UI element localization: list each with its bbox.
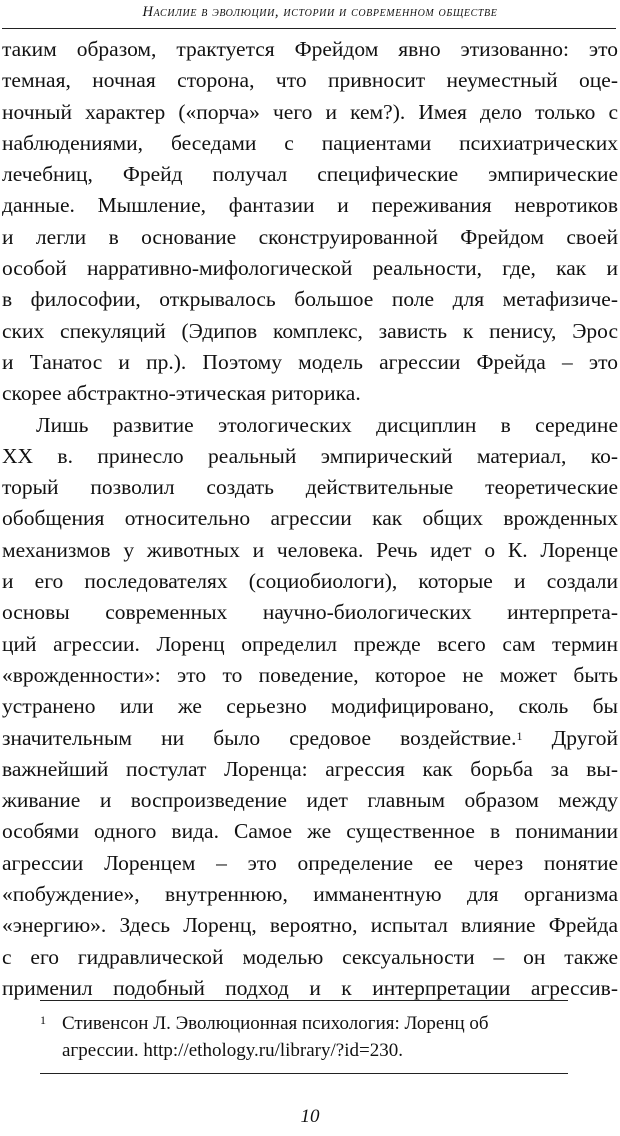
text-line: XX в. принесло реальный эмпирический материал, ко- [2,443,618,468]
text-line: с его гидравлической моделью сексуальности – он также [2,944,618,969]
text-line: таким образом, трактуется Фрейдом явно этизованно: это [2,37,618,61]
text-line: и Танатос и пр.). Поэтому модель агрессии Фрейда – это [2,349,618,374]
text-line: «врожденности»: это то поведение, которое не может быть [2,662,618,687]
footnote [40,1010,570,1064]
main-text [2,34,618,1004]
text-line: применил подобный подход и к интерпретации агрессив- [2,975,618,1000]
note-line-start: значительным ни было средовое воздействие. [2,725,517,750]
text-line-with-note [2,723,618,754]
text-line: обобщения относительно агрессии как общих врожденных [2,506,618,531]
text-line: и легли в основание сконструированной Фрейдом своей [2,224,618,249]
paragraph-2 [2,410,618,1005]
text-line: ских спекуляций (Эдипов комплекс, зависть к пенису, Эрос [2,318,618,343]
footnote-line[interactable]: агрессии. http://ethology.ru/library/?id=230. [62,1040,403,1061]
text-line: торый позволил создать действительные теоретические [2,475,618,500]
text-line: скорее абстрактно-этическая риторика. [2,381,361,406]
text-line: живание и воспроизведение идет главным образом между [2,788,618,813]
text-line: темная, ночная сторона, что привносит неуместный оце- [2,68,618,93]
footnote-rule-top [40,1000,568,1001]
text-line: Лишь развитие этологических дисциплин в середине [36,412,618,437]
text-line: особями одного вида. Самое же существенное в понимании [2,819,618,844]
running-head: Насилие в эволюции, истории и современном обществе [142,4,498,20]
footnote-rule-bottom [40,1073,568,1074]
footnote-reference[interactable]: 1 [516,728,523,743]
text-line: лечебниц, Фрейд получал специфические эмпирические [2,162,618,187]
text-line: ночный характер («порча» чего и кем?). Имея дело только с [2,99,618,124]
text-line: основы современных научно-биологических интерпрета- [2,600,618,625]
text-line: устранено или же серьезно модифицировано, сколь бы [2,694,618,719]
text-line: важнейший постулат Лоренца: агрессия как борьба за вы- [2,756,618,781]
footnote-line: Стивенсон Л. Эволюционная психология: Лоренц об [62,1013,489,1034]
text-line: в философии, открывалось большое поле для метафизиче- [2,287,618,312]
text-line: наблюдениями, беседами с пациентами психиатрических [2,130,618,155]
text-line: «побуждение», внутреннюю, имманентную для организма [2,882,618,907]
paragraph-1 [2,34,618,410]
page-number: 10 [300,1106,320,1127]
note-line-end: Другой [522,725,618,750]
text-line: «энергию». Здесь Лоренц, вероятно, испытал влияние Фрейда [2,913,618,938]
text-line: агрессии Лоренцем – это определение ее через понятие [2,850,618,875]
text-line: ций агрессии. Лоренц определил прежде всего сам термин [2,631,618,656]
text-line: и его последователях (социобиологи), которые и создали [2,569,618,594]
footnote-number: 1 [40,1013,46,1027]
text-line: особой нарративно-мифологической реальности, где, как и [2,256,618,281]
text-line: механизмов у животных и человека. Речь идет о К. Лоренце [2,537,618,562]
text-line: данные. Мышление, фантазии и переживания невротиков [2,193,618,218]
header-rule [2,28,616,29]
